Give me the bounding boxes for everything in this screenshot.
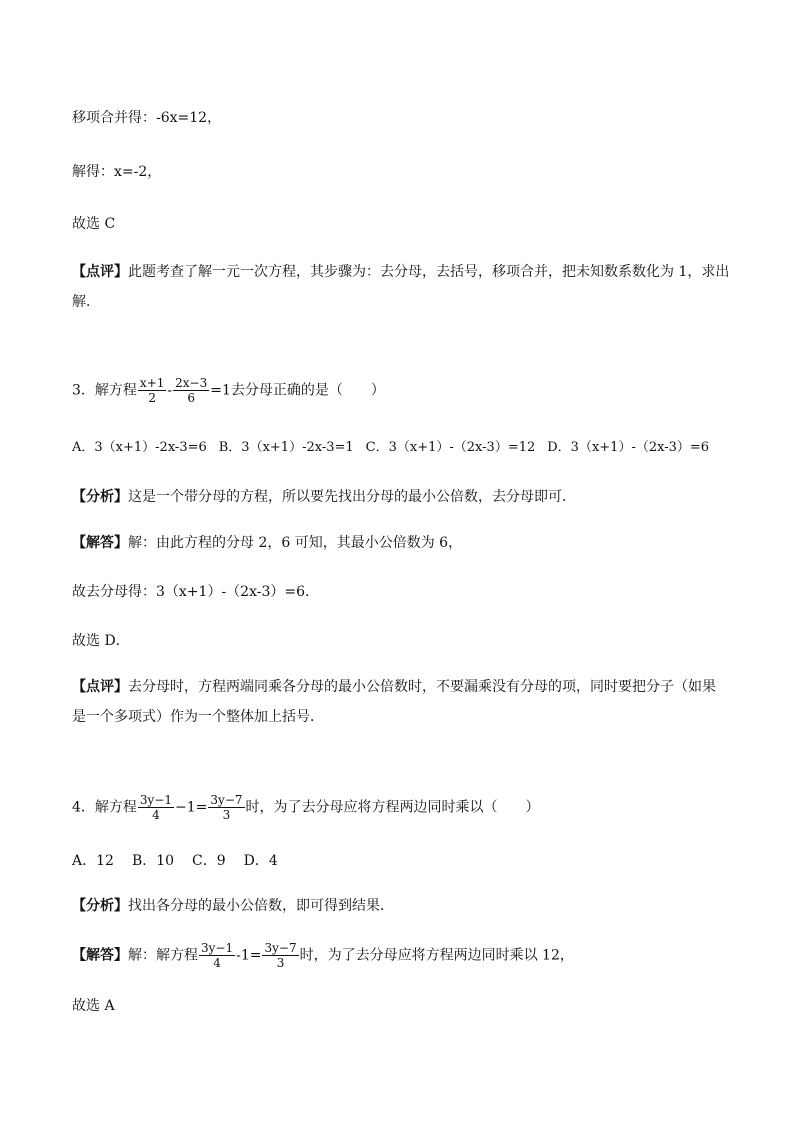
q4-frac1-num: 3y−1 xyxy=(139,793,173,807)
q3-options xyxy=(72,438,709,458)
q3-option-c: C．3（x+1）-（2x-3）=12 xyxy=(365,440,536,455)
q3-analysis-tag: 【分析】 xyxy=(72,489,128,505)
q3-analysis-text: 这是一个带分母的方程，所以要先找出分母的最小公倍数，去分母即可． xyxy=(128,489,576,505)
q3-frac1-den: 2 xyxy=(148,391,156,405)
comment-1-line-b: 解． xyxy=(72,294,100,310)
q4-minus: −1= xyxy=(175,799,208,816)
q3-option-d: D．3（x+1）-（2x-3）=6 xyxy=(547,440,710,455)
q4-options xyxy=(72,851,278,871)
q4-analysis-text: 找出各分母的最小公倍数，即可得到结果． xyxy=(128,898,394,914)
comment-1-line-a xyxy=(72,262,729,282)
q4-option-b: B．10 xyxy=(131,853,175,869)
q3-fraction-2 xyxy=(173,376,209,405)
q3-answer-2: 故去分母得：3（x+1）-（2x-3）=6． xyxy=(72,584,320,600)
comment-text: 此题考查了解一元一次方程，其步骤为：去分母，去括号，移项合并，把未知数系数化为 1，求出 xyxy=(128,264,730,280)
q3-analysis xyxy=(72,487,576,507)
step-merge: 移项合并得：-6x=12， xyxy=(72,110,222,126)
q3-choice: 故选 D． xyxy=(72,633,130,649)
q4-option-c: C．9 xyxy=(192,853,226,869)
q4-frac1-den: 4 xyxy=(152,808,160,822)
q4-answer-fraction-1 xyxy=(199,941,235,970)
q4-answer-suffix: 时，为了去分母应将方程两边同时乘以 12， xyxy=(299,947,574,964)
q3-option-a: A．3（x+1）-2x-3=6 xyxy=(72,440,207,455)
q3-fraction-1 xyxy=(138,376,166,405)
question-4 xyxy=(72,793,540,822)
q4-fraction-1 xyxy=(138,793,174,822)
q3-answer-tag: 【解答】 xyxy=(72,535,128,551)
q3-option-b: B．3（x+1）-2x-3=1 xyxy=(218,440,354,455)
q4-a-frac2-den: 3 xyxy=(276,956,285,970)
q3-answer xyxy=(72,533,462,553)
q3-comment-tag: 【点评】 xyxy=(72,679,128,695)
q3-prefix: 3．解方程 xyxy=(72,382,137,399)
q4-answer-minus: -1= xyxy=(236,947,262,964)
q4-option-d: D．4 xyxy=(243,853,278,869)
q3-comment-line-b: 是一个多项式）作为一个整体加上括号． xyxy=(72,709,324,725)
q4-frac2-den: 3 xyxy=(222,808,231,822)
q3-comment-text: 去分母时，方程两端同乘各分母的最小公倍数时，不要漏乘没有分母的项，同时要把分子（如果 xyxy=(128,679,716,695)
q3-answer-text: 解：由此方程的分母 2，6 可知，其最小公倍数为 6， xyxy=(128,535,463,551)
comment-tag: 【点评】 xyxy=(72,264,128,280)
q3-minus: - xyxy=(167,382,173,399)
q4-fraction-2 xyxy=(208,793,244,822)
q4-analysis xyxy=(72,896,394,916)
q4-prefix: 4．解方程 xyxy=(72,799,137,816)
q4-a-frac1-num: 3y−1 xyxy=(201,941,234,955)
q3-suffix: =1去分母正确的是（ ） xyxy=(210,382,385,399)
q4-answer-fraction-2 xyxy=(262,941,298,970)
q3-frac1-num: x+1 xyxy=(139,376,165,390)
step-solve: 解得：x=-2， xyxy=(72,164,162,180)
q4-answer-prefix: 解：解方程 xyxy=(128,947,198,964)
q4-a-frac2-num: 3y−7 xyxy=(264,941,297,955)
q3-frac2-num: 2x−3 xyxy=(175,376,208,390)
q3-comment-line-a xyxy=(72,677,716,697)
q4-a-frac1-den: 4 xyxy=(213,956,221,970)
q3-frac2-den: 6 xyxy=(187,391,195,405)
choice-c: 故选 C xyxy=(72,216,116,232)
q4-frac2-num: 3y−7 xyxy=(210,793,243,807)
q4-choice: 故选 A xyxy=(72,998,115,1014)
q4-answer-tag: 【解答】 xyxy=(72,947,128,964)
q4-answer xyxy=(72,941,574,970)
q4-suffix: 时，为了去分母应将方程两边同时乘以（ ） xyxy=(245,799,540,816)
q4-option-a: A．12 xyxy=(72,853,114,869)
question-3 xyxy=(72,376,385,405)
q4-analysis-tag: 【分析】 xyxy=(72,898,128,914)
